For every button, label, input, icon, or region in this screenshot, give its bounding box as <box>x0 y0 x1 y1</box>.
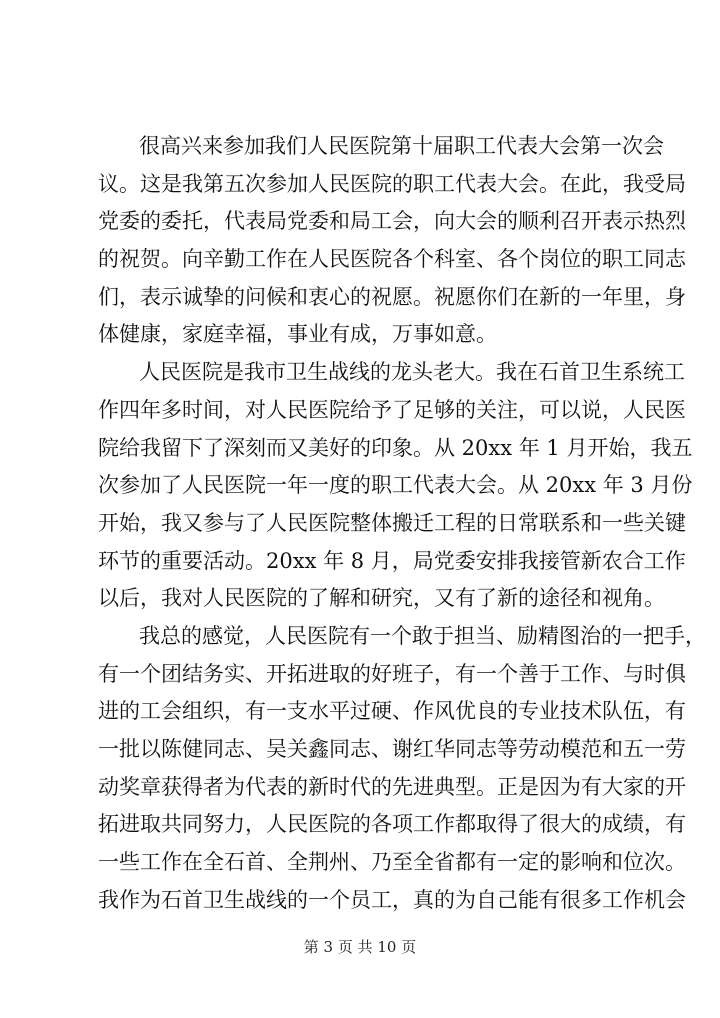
text-line: 环节的重要活动。20xx 年 8 月，局党委安排我接管新农合工作 <box>98 548 686 573</box>
page-footer: 第 3 页 共 10 页 <box>303 938 417 956</box>
text-line: 议。这是我第五次参加人民医院的职工代表大会。在此，我受局 <box>98 171 686 196</box>
text-line: 作四年多时间，对人民医院给予了足够的关注，可以说，人民医 <box>98 397 686 422</box>
text-line: 以后，我对人民医院的了解和研究，又有了新的途径和视角。 <box>98 586 665 611</box>
text-line: 有一个团结务实、开拓进取的好班子，有一个善于工作、与时俱 <box>98 661 686 686</box>
paragraph-1 <box>98 128 686 354</box>
text-line: 我总的感觉，人民医院有一个敢于担当、励精图治的一把手， <box>139 623 706 648</box>
text-line: 动奖章获得者为代表的新时代的先进典型。正是因为有大家的开 <box>98 774 686 799</box>
document-body <box>98 128 706 919</box>
text-line: 党委的委托，代表局党委和局工会，向大会的顺利召开表示热烈 <box>98 209 686 234</box>
text-line: 一些工作在全石首、全荆州、乃至全省都有一定的影响和位次。 <box>98 850 686 875</box>
text-line: 一批以陈健同志、吴关鑫同志、谢红华同志等劳动模范和五一劳 <box>98 737 686 761</box>
text-line: 进的工会组织，有一支水平过硬、作风优良的专业技术队伍，有 <box>98 699 686 724</box>
text-line: 的祝贺。向辛勤工作在人民医院各个科室、各个岗位的职工同志 <box>98 247 686 272</box>
text-line: 体健康，家庭幸福，事业有成，万事如意。 <box>98 322 497 347</box>
paragraph-3 <box>98 618 706 920</box>
text-line: 很高兴来参加我们人民医院第十届职工代表大会第一次会 <box>139 134 664 158</box>
text-line: 我作为石首卫生战线的一个员工，真的为自己能有很多工作机会 <box>98 887 686 912</box>
text-line: 开始，我又参与了人民医院整体搬迁工程的日常联系和一些关键 <box>98 510 686 535</box>
text-line: 院给我留下了深刻而又美好的印象。从 20xx 年 1 月开始，我五 <box>98 435 693 460</box>
text-line: 人民医院是我市卫生战线的龙头老大。我在石首卫生系统工 <box>139 360 685 385</box>
paragraph-2 <box>98 354 693 618</box>
text-line: 们，表示诚挚的问候和衷心的祝愿。祝愿你们在新的一年里，身 <box>98 284 686 309</box>
text-line: 次参加了人民医院一年一度的职工代表大会。从 20xx 年 3 月份 <box>98 473 693 498</box>
text-line: 拓进取共同努力，人民医院的各项工作都取得了很大的成绩，有 <box>98 812 686 837</box>
